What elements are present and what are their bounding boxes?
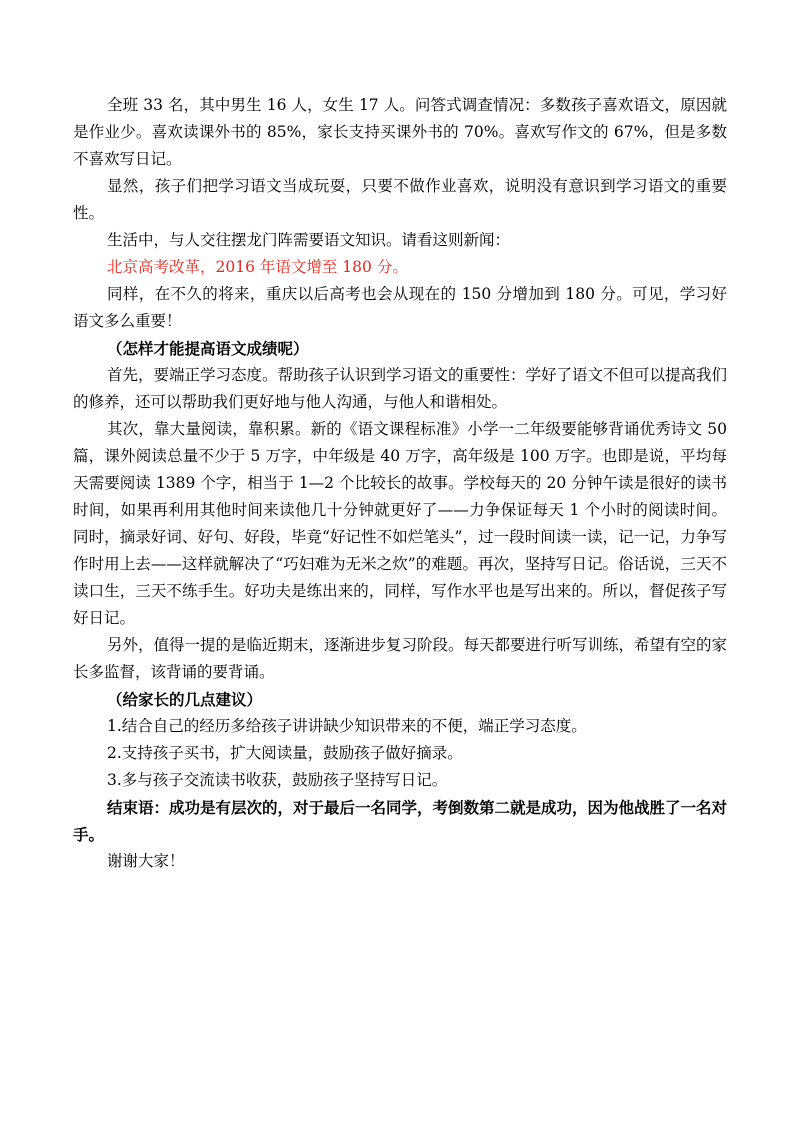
suggestion-item-3: 3.多与孩子交流读书收获，鼓励孩子坚持写日记。 bbox=[107, 771, 448, 789]
survey-paragraph: 全班 33 名，其中男生 16 人，女生 17 人。问答式调查情况：多数孩子喜欢语文，原因就是作业少。喜欢读课外书的 85%，家长支持买课外书的 70%。喜欢写作文的 67%，但是多数不喜欢写日记。 bbox=[73, 96, 727, 168]
suggestion-item-2: 2.支持孩子买书，扩大阅读量，鼓励孩子做好摘录。 bbox=[107, 744, 463, 762]
life-paragraph: 生活中，与人交往摆龙门阵需要语文知识。请看这则新闻： bbox=[107, 231, 511, 249]
attitude-paragraph: 首先，要端正学习态度。帮助孩子认识到学习语文的重要性：学好了语文不但可以提高我们的修养，还可以帮助我们更好地与他人沟通，与他人和谐相处。 bbox=[73, 366, 728, 411]
suggestion-item-1: 1.结合自己的经历多给孩子讲讲缺少知识带来的不便，端正学习态度。 bbox=[107, 717, 587, 735]
document-page bbox=[73, 92, 727, 875]
importance-paragraph: 同样，在不久的将来，重庆以后高考也会从现在的 150 分增加到 180 分。可见，学习好语文多么重要！ bbox=[73, 285, 727, 330]
section-heading-improve: （怎样才能提高语文成绩呢） bbox=[107, 339, 309, 358]
section-heading-suggestions: （给家长的几点建议） bbox=[107, 690, 263, 709]
conclusion-paragraph: 结束语：成功是有层次的，对于最后一名同学，考倒数第二就是成功，因为他战胜了一名对手。 bbox=[73, 798, 728, 844]
news-headline: 北京高考改革，2016 年语文增至 180 分。 bbox=[107, 258, 408, 276]
observation-paragraph: 显然，孩子们把学习语文当成玩耍，只要不做作业喜欢，说明没有意识到学习语文的重要性。 bbox=[73, 177, 727, 222]
thanks-line: 谢谢大家！ bbox=[107, 852, 185, 870]
review-paragraph: 另外，值得一提的是临近期末，逐渐进步复习阶段。每天都要进行听写训练，希望有空的家长多监督，该背诵的要背诵。 bbox=[73, 636, 728, 681]
reading-paragraph: 其次，靠大量阅读，靠积累。新的《语文课程标准》小学一二年级要能够背诵优秀诗文 50 篇，课外阅读总量不少于 5 万字，中年级是 40 万字，高年级是 100 万字。也即是说，平均每天需要阅读 1389 个字，相当于 1—2 个比较长的故事。学校每天的 20 分钟午读是很好的读书时间，如果再利用其他时间来读他几十分钟就更好了——力争保证每天 1 个小时的阅读时间。同时，摘录好词、好句、好段，毕竟“好记性不如烂笔头”，过一段时间读一读，记一记，力争写作时用上去——这样就解决了“巧妇难为无米之炊”的难题。再次，坚持写日记。俗话说，三天不读口生，三天不练手生。好功夫是练出来的，同样，写作水平也是写出来的。所以，督促孩子写好日记。 bbox=[73, 420, 727, 627]
